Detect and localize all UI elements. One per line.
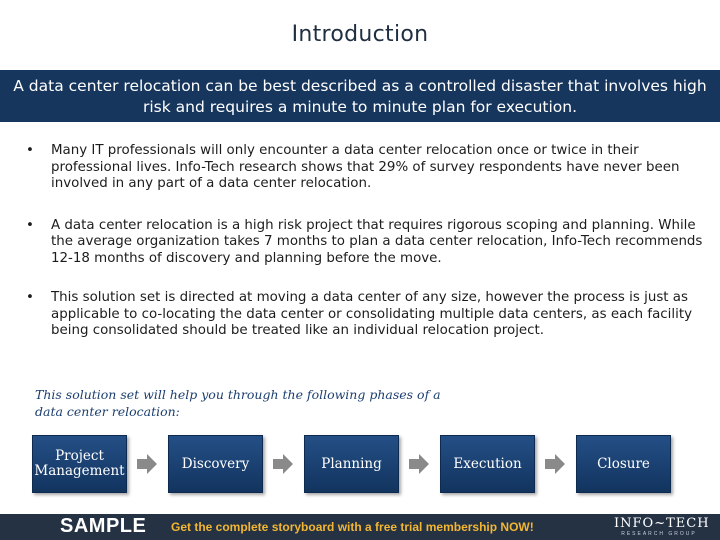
bullet-marker: • (26, 217, 34, 233)
bullet-marker: • (26, 143, 34, 158)
footer-bar (0, 514, 720, 540)
logo-text: INFO~TECH (614, 516, 710, 531)
bullet-text: This solution set is directed at moving a data center of any size, however the process is just as applicable to co-locating the data center or consolidating multiple data centers, as each facility being consolidated should be treated like an individual relocation project. (51, 290, 693, 338)
slide-title: Introduction (291, 22, 429, 47)
bullet-list (26, 143, 706, 340)
phase-label: Planning (321, 455, 382, 472)
logo-subtext: RESEARCH GROUP (621, 531, 697, 537)
bullet-item (26, 218, 706, 268)
phase-discovery (168, 435, 263, 493)
sample-label: SAMPLE (60, 515, 147, 537)
bullet-item (26, 290, 706, 340)
summary-banner: A data center relocation can be best described as a controlled disaster that involves high risk and requires a minute to minute plan for execution. (0, 70, 720, 122)
phase-project-management (32, 435, 127, 493)
phase-label: Execution (453, 455, 522, 472)
arrow-right-icon (544, 453, 566, 475)
bullet-marker: • (26, 290, 34, 305)
trial-cta-link[interactable]: Get the complete storyboard with a free trial membership NOW! (171, 520, 534, 534)
phase-label: Closure (597, 455, 650, 472)
phase-execution (440, 435, 535, 493)
phase-planning (304, 435, 399, 493)
phase-closure (576, 435, 671, 493)
info-tech-logo (614, 516, 710, 538)
arrow-right-icon (408, 453, 430, 475)
arrow-right-icon (136, 453, 158, 475)
bullet-item (26, 143, 706, 193)
phases-intro-text: This solution set will help you through the following phases of a data center relocation: (35, 387, 441, 419)
bullet-text: Many IT professionals will only encounter a data center relocation once or twice in their professional lives. Info-Tech research shows that 29% of survey respondents have never been involved in any part of a data center relocation. (51, 143, 680, 191)
phase-label: Discovery (181, 455, 250, 472)
arrow-right-icon (272, 453, 294, 475)
phase-label: Project Management (34, 448, 125, 479)
bullet-text: A data center relocation is a high risk project that requires rigorous scoping and planning. While the average organization takes 7 months to plan a data center relocation, Info-Tech recommends 12-18 months of discovery and planning before the move. (51, 217, 703, 266)
